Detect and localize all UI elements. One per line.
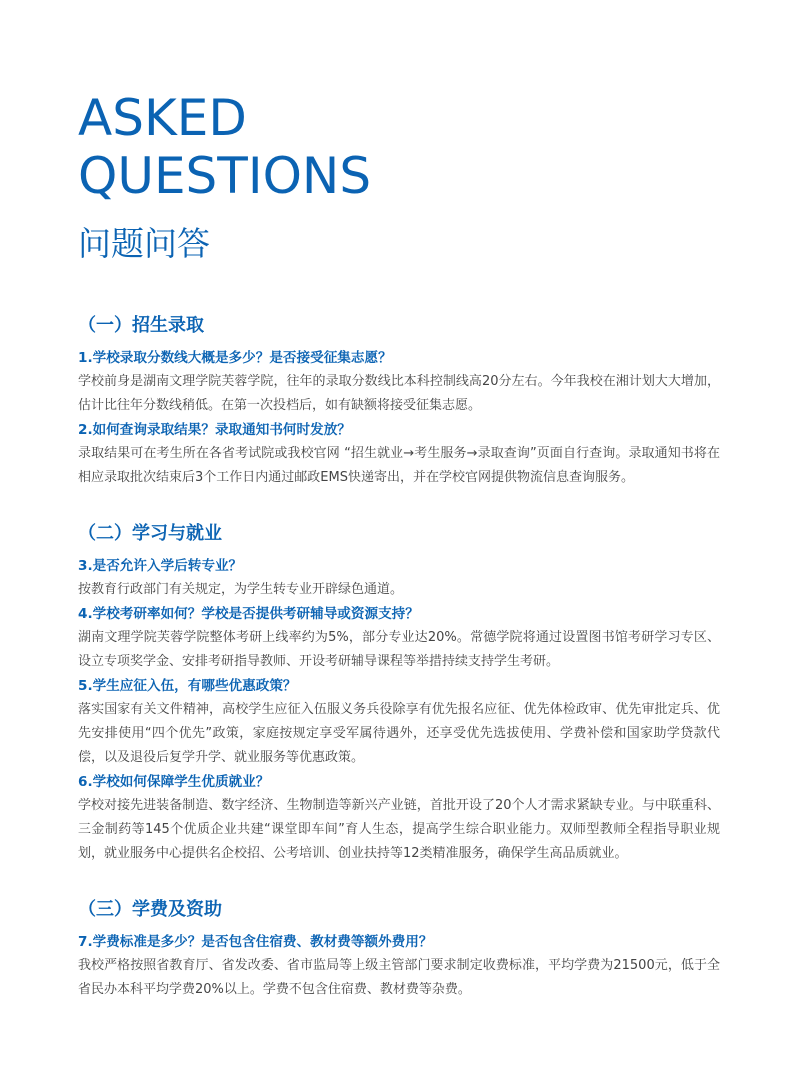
section-heading: （三）学费及资助 — [78, 899, 222, 920]
section-study-employment — [78, 520, 720, 866]
question: 1.学校录取分数线大概是多少？是否接受征集志愿？ — [78, 350, 392, 366]
answer: 湖南文理学院芙蓉学院整体考研上线率约为5%，部分专业达20%。常德学院将通过设置图书馆考研学习专区、设立专项奖学金、安排考研指导教师、开设考研辅导课程等举措持续支持学生考研。 — [78, 630, 720, 669]
section-heading: （一）招生录取 — [78, 315, 204, 336]
question: 2.如何查询录取结果？录取通知书何时发放？ — [78, 422, 351, 438]
answer: 学校对接先进装备制造、数字经济、生物制造等新兴产业链，首批开设了20个人才需求紧缺专业。与中联重科、三金制药等145个优质企业共建“课堂即车间”育人生态，提高学生综合职业能力。双师型教师全程指导职业规划，就业服务中心提供名企校招、公考培训、创业扶持等12类精准服务，确保学生高品质就业。 — [78, 798, 720, 861]
faq-content — [78, 312, 720, 1002]
question: 4.学校考研率如何？学校是否提供考研辅导或资源支持？ — [78, 606, 419, 622]
question: 6.学校如何保障学生优质就业？ — [78, 774, 270, 790]
answer: 学校前身是湖南文理学院芙蓉学院，往年的录取分数线比本科控制线高20分左右。今年我校在湘计划大大增加，估计比往年分数线稍低。在第一次投档后，如有缺额将接受征集志愿。 — [78, 374, 720, 413]
section-admission — [78, 312, 720, 490]
answer: 落实国家有关文件精神，高校学生应征入伍服义务兵役除享有优先报名应征、优先体检政审、优先审批定兵、优先安排使用“四个优先”政策，家庭按规定享受军属待遇外，还享受优先选拔使用、学费补偿和国家助学贷款代偿，以及退役后复学升学、就业服务等优惠政策。 — [78, 702, 720, 765]
answer: 录取结果可在考生所在各省考试院或我校官网 “招生就业→考生服务→录取查询”页面自行查询。录取通知书将在相应录取批次结束后3个工作日内通过邮政EMS快递寄出，并在学校官网提供物流信息查询服务。 — [78, 446, 720, 485]
question: 7.学费标准是多少？是否包含住宿费、教材费等额外费用？ — [78, 934, 433, 950]
section-tuition-aid — [78, 896, 720, 1002]
question: 5.学生应征入伍，有哪些优惠政策？ — [78, 678, 297, 694]
title-line-1: ASKED — [78, 89, 247, 147]
answer: 我校严格按照省教育厅、省发改委、省市监局等上级主管部门要求制定收费标准，平均学费为21500元，低于全省民办本科平均学费20%以上。学费不包含住宿费、教材费等杂费。 — [78, 958, 720, 997]
answer: 按教育行政部门有关规定，为学生转专业开辟绿色通道。 — [78, 582, 404, 597]
question: 3.是否允许入学后转专业？ — [78, 558, 243, 574]
page-title-cn: 问题问答 — [78, 224, 210, 263]
title-line-2: QUESTIONS — [78, 147, 372, 205]
section-heading: （二）学习与就业 — [78, 523, 222, 544]
